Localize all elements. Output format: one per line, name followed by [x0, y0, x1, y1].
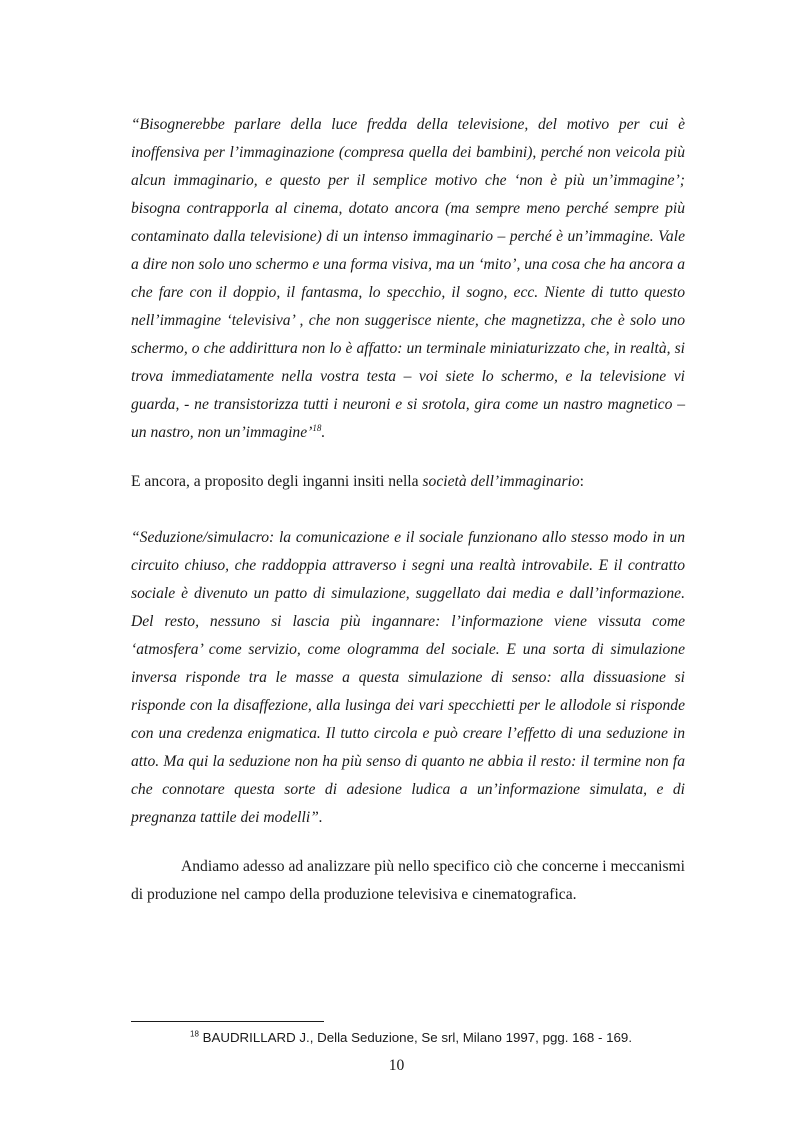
paragraph-text: Andiamo adesso ad analizzare più nello specifico ciò che concerne i meccanismi di produzione nel campo della produzione televisiva e cinematografica.	[131, 858, 685, 903]
quote-text: “Bisognerebbe parlare della luce fredda della televisione, del motivo per cui è inoffensiva per l’immaginazione (compresa quella dei bambini), perché non veicola più alcun immaginario, e questo per il semplice motivo che ‘non è più un’immagine’; bisogna contrapporla al cinema, dotato ancora (ma sempre meno perché sempre più contaminato dalla televisione) di un intenso immaginario – perché è un’immagine. Vale a dire non solo uno schermo e una forma visiva, ma un ‘mito’, una cosa che ha ancora a che fare con il doppio, il fantasma, lo specchio, il sogno, ecc. Niente di tutto questo nell’immagine ‘televisiva’ , che non suggerisce niente, che magnetizza, che è solo uno schermo, o che addirittura non lo è affatto: un terminale miniaturizzato che, in realtà, si trova immediatamente nella vostra testa – voi siete lo schermo, e la televisione vi guarda, - ne transistorizza tutti i neuroni e si srotola, gira come un nastro magnetico – un nastro, non un’immagine’	[131, 116, 685, 441]
footnote-separator	[131, 1021, 324, 1022]
baudrillard-quote-seduction	[131, 524, 685, 832]
footnote-number: 18	[190, 1029, 199, 1039]
footnote-reference[interactable]: 18	[312, 422, 322, 433]
analysis-paragraph	[131, 853, 685, 909]
footnote	[190, 1028, 632, 1048]
quote-end: .	[321, 424, 326, 441]
quote-text: “Seduzione/simulacro: la comunicazione e il sociale funzionano allo stesso modo in un circuito chiuso, che raddoppia attraverso i segni una realtà introvabile. E il contratto sociale è divenuto un patto di simulazione, suggellato dai media e dall’informazione. Del resto, nessuno si lascia più ingannare: l’informazione viene vissuta come ‘atmosfera’ come servizio, come ologramma del sociale. E una sorta di simulazione inversa risponde tra le masse a questa simulazione di senso: alla dissuasione si risponde con la disaffezione, alla lusinga dei vari specchietti per le allodole si risponde con una credenza enigmatica. Il tutto circola e può creare l’effetto di una seduzione in atto. Ma qui la seduzione non ha più senso di quanto ne abbia il resto: il termine non fa che connotare questa sorte di adesione ludica a un’informazione simulata, e di pregnanza tattile dei modelli”.	[131, 529, 685, 826]
footnote-text: BAUDRILLARD J., Della Seduzione, Se srl, Milano 1997, pgg. 168 - 169.	[198, 1030, 633, 1045]
intro-text: E ancora, a proposito degli inganni insiti nella	[131, 473, 423, 490]
intro-colon: :	[579, 473, 585, 490]
intro-paragraph	[131, 468, 685, 496]
intro-emphasis: società dell’immaginario	[422, 473, 580, 490]
page-number: 10	[388, 1057, 405, 1074]
baudrillard-quote-television	[131, 111, 685, 447]
